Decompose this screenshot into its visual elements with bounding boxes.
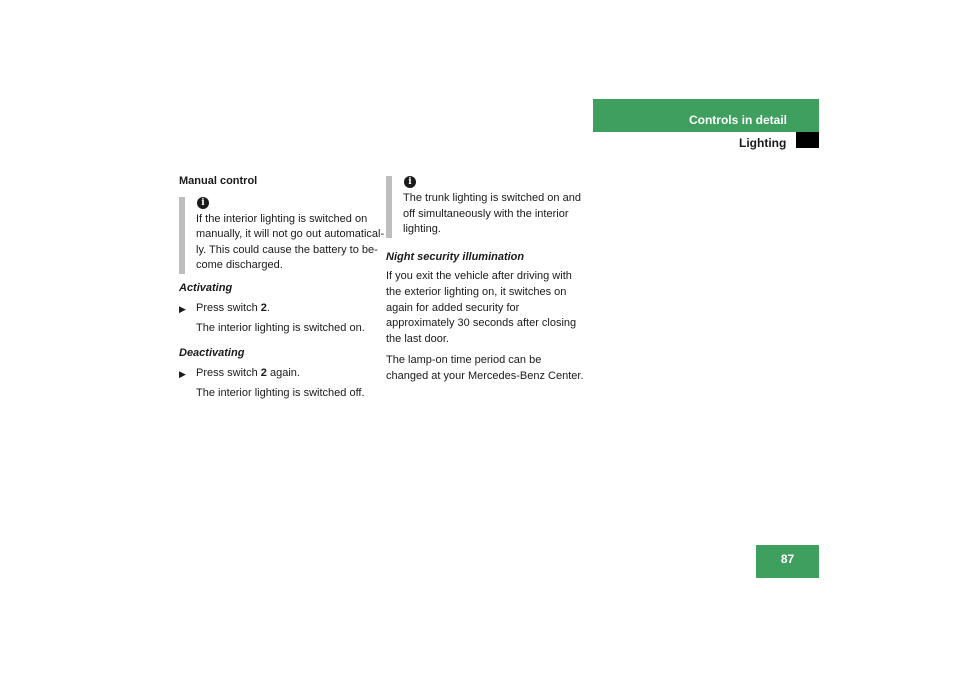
deactivating-step-prefix: Press switch [196,366,261,379]
info-icon: i [197,197,209,209]
section-header-bar [593,99,819,132]
activating-step-suffix: . [266,301,270,314]
header-tab-marker [796,132,819,148]
triangle-bullet-icon: ▶ [179,368,186,379]
night-security-heading: Night security illumination [386,250,525,263]
info-icon: i [404,176,416,188]
deactivating-heading: Deactivating [179,347,245,360]
right-column [386,176,586,385]
section-title: Controls in detail [688,113,787,127]
night-security-para2: The lamp-on time period can be changed at your Mercedes-Benz Center. [386,354,584,383]
triangle-bullet-icon: ▶ [179,303,186,314]
trunk-lighting-note [386,176,588,238]
deactivating-step-suffix: again. [266,366,300,379]
subsection-title: Lighting [739,136,787,150]
interior-lighting-note [179,197,386,274]
manual-control-heading: Manual control [179,175,258,187]
interior-note-text: If the interior lighting is switched on manually, it will not go out automatical-ly. This could cause the battery to be-come discharged. [196,212,385,272]
activating-result: The interior lighting is switched on. [196,321,365,334]
page-number-box [756,545,819,578]
switch-number: 2 [260,301,267,314]
activating-step [179,301,379,317]
switch-number: 2 [260,366,267,379]
activating-heading: Activating [179,282,233,295]
deactivating-result: The interior lighting is switched off. [196,386,365,399]
trunk-note-text: The trunk lighting is switched on and off simultaneously with the interior lighting. [403,192,581,236]
deactivating-step [179,366,379,382]
activating-step-prefix: Press switch [196,301,261,314]
night-security-para1: If you exit the vehicle after driving with the exterior lighting on, it switches on again for added security for approximately 30 seconds after closing the last door. [386,270,577,345]
page-number: 87 [780,552,795,566]
left-column [179,174,385,401]
